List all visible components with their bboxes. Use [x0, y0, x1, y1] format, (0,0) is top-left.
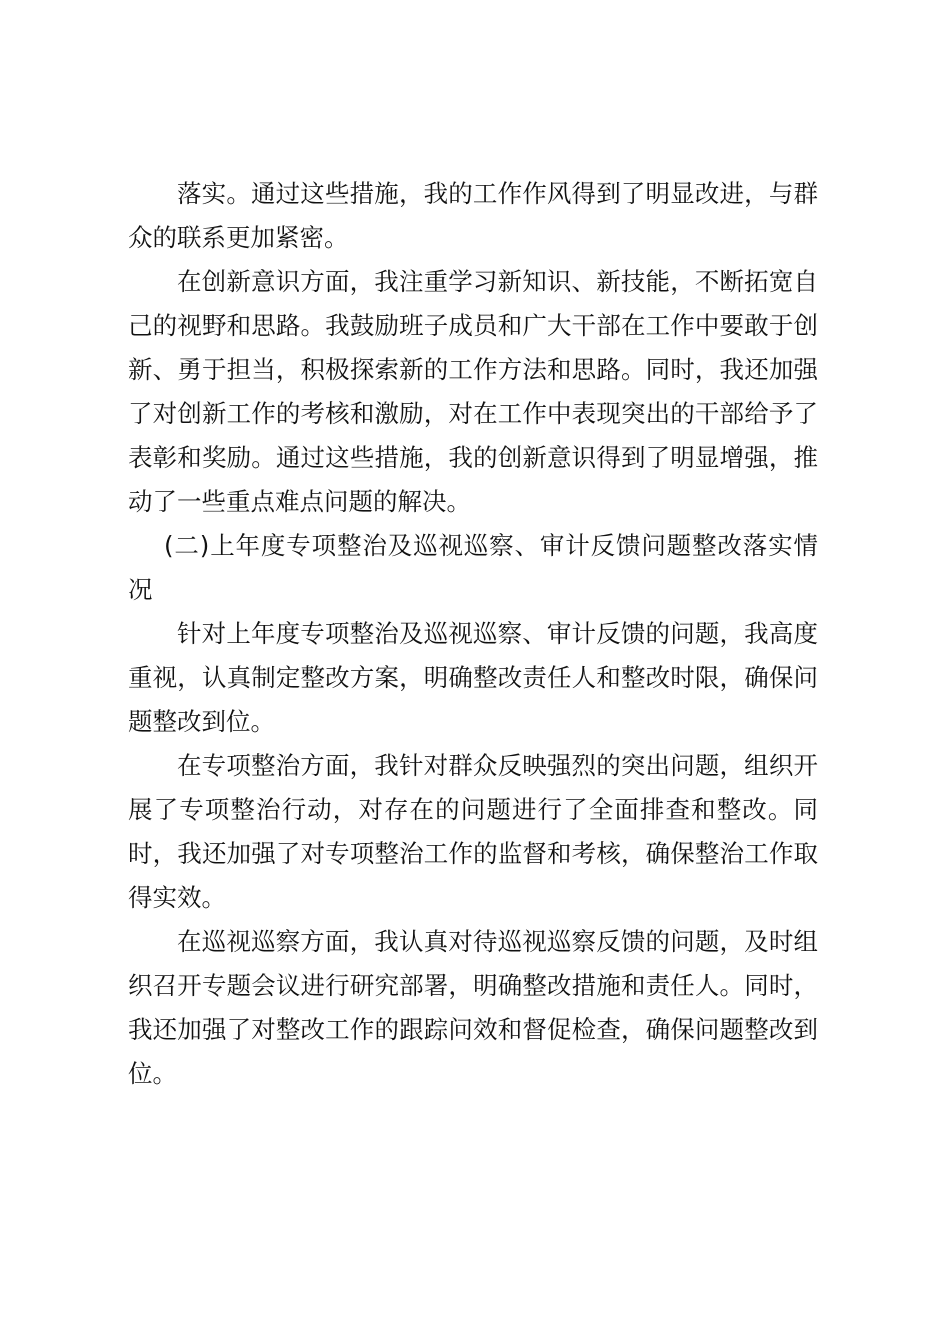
- paragraph-rectification-intro: 针对上年度专项整治及巡视巡察、审计反馈的问题，我高度重视，认真制定整改方案，明确整改责任人和整改时限，确保问题整改到位。: [128, 619, 818, 736]
- document-body: [128, 172, 818, 1096]
- paragraph-special-rectification: 在专项整治方面，我针对群众反映强烈的突出问题，组织开展了专项整治行动，对存在的问题进行了全面排查和整改。同时，我还加强了对专项整治工作的监督和考核，确保整治工作取得实效。: [128, 751, 818, 912]
- paragraph-work-style-conclusion: 落实。通过这些措施，我的工作作风得到了明显改进，与群众的联系更加紧密。: [128, 179, 818, 252]
- paragraph-inspection: 在巡视巡察方面，我认真对待巡视巡察反馈的问题，及时组织召开专题会议进行研究部署，明确整改措施和责任人。同时，我还加强了对整改工作的跟踪问效和督促检查，确保问题整改到位。: [128, 927, 818, 1088]
- paragraph-innovation: 在创新意识方面，我注重学习新知识、新技能，不断拓宽自己的视野和思路。我鼓励班子成员和广大干部在工作中要敢于创新、勇于担当，积极探索新的工作方法和思路。同时，我还加强了对创新工作的考核和激励，对在工作中表现突出的干部给予了表彰和奖励。通过这些措施，我的创新意识得到了明显增强，推动了一些重点难点问题的解决。: [128, 267, 818, 516]
- section-heading-rectification: (二)上年度专项整治及巡视巡察、审计反馈问题整改落实情况: [128, 531, 818, 604]
